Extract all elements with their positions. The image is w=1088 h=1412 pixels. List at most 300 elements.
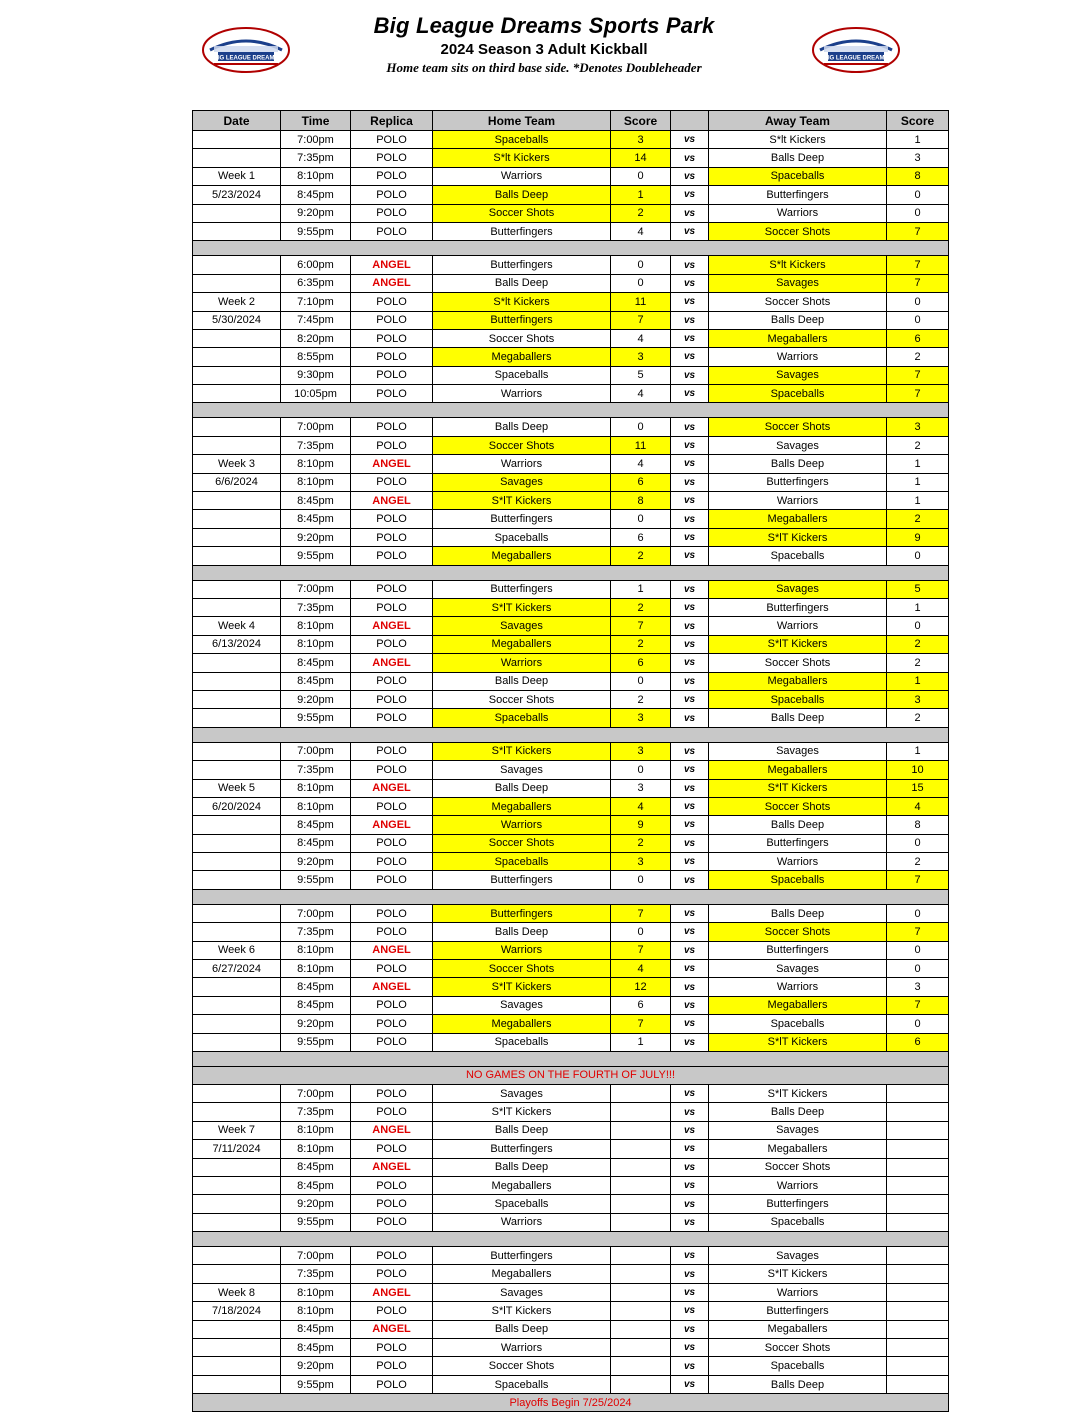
away-score: 0 bbox=[887, 617, 949, 635]
vs-label: vs bbox=[671, 672, 709, 690]
game-time: 7:00pm bbox=[281, 131, 351, 149]
vs-label: vs bbox=[671, 1265, 709, 1283]
vs-label: vs bbox=[671, 816, 709, 834]
column-header-away-team: Away Team bbox=[709, 111, 887, 131]
game-time: 9:20pm bbox=[281, 1357, 351, 1375]
game-time: 8:10pm bbox=[281, 455, 351, 473]
away-score bbox=[887, 1283, 949, 1301]
table-row bbox=[193, 167, 949, 185]
home-team: S*lT Kickers bbox=[433, 978, 611, 996]
away-team: Megaballers bbox=[709, 672, 887, 690]
vs-label: vs bbox=[671, 941, 709, 959]
home-score: 1 bbox=[611, 1033, 671, 1051]
away-score: 0 bbox=[887, 547, 949, 565]
table-row bbox=[193, 923, 949, 941]
away-score: 3 bbox=[887, 978, 949, 996]
table-row bbox=[193, 256, 949, 274]
week-label: Week 5 bbox=[193, 779, 281, 797]
away-team: S*lt Kickers bbox=[709, 256, 887, 274]
away-score: 1 bbox=[887, 492, 949, 510]
away-score: 8 bbox=[887, 167, 949, 185]
away-score bbox=[887, 1357, 949, 1375]
date-cell-empty bbox=[193, 654, 281, 672]
away-score: 0 bbox=[887, 834, 949, 852]
home-team: Savages bbox=[433, 1283, 611, 1301]
game-time: 10:05pm bbox=[281, 385, 351, 403]
away-score: 3 bbox=[887, 690, 949, 708]
table-row bbox=[193, 1195, 949, 1213]
home-score: 3 bbox=[611, 709, 671, 727]
date-cell-empty bbox=[193, 672, 281, 690]
home-score: 1 bbox=[611, 186, 671, 204]
table-row bbox=[193, 1375, 949, 1393]
date-cell-empty bbox=[193, 492, 281, 510]
vs-label: vs bbox=[671, 1176, 709, 1194]
away-team: Soccer Shots bbox=[709, 418, 887, 436]
away-score: 0 bbox=[887, 941, 949, 959]
date-cell-empty bbox=[193, 204, 281, 222]
replica-field: POLO bbox=[351, 1265, 433, 1283]
vs-label: vs bbox=[671, 547, 709, 565]
date-cell-empty bbox=[193, 256, 281, 274]
away-score: 7 bbox=[887, 274, 949, 292]
home-team: Warriors bbox=[433, 941, 611, 959]
table-row bbox=[193, 149, 949, 167]
playoffs-footer-row bbox=[193, 1394, 949, 1412]
game-time: 7:35pm bbox=[281, 761, 351, 779]
league-logo-left bbox=[202, 26, 290, 74]
away-team: Savages bbox=[709, 366, 887, 384]
game-time: 7:00pm bbox=[281, 1084, 351, 1102]
home-team: Soccer Shots bbox=[433, 960, 611, 978]
home-score: 14 bbox=[611, 149, 671, 167]
table-row bbox=[193, 996, 949, 1014]
date-cell-empty bbox=[193, 1195, 281, 1213]
vs-label: vs bbox=[671, 779, 709, 797]
date-cell-empty bbox=[193, 149, 281, 167]
date-cell-empty bbox=[193, 598, 281, 616]
replica-field: ANGEL bbox=[351, 274, 433, 292]
home-team: Butterfingers bbox=[433, 1247, 611, 1265]
game-time: 6:00pm bbox=[281, 256, 351, 274]
replica-field: POLO bbox=[351, 1084, 433, 1102]
game-time: 8:10pm bbox=[281, 635, 351, 653]
game-time: 9:20pm bbox=[281, 853, 351, 871]
game-time: 7:00pm bbox=[281, 580, 351, 598]
replica-field: POLO bbox=[351, 186, 433, 204]
vs-label: vs bbox=[671, 131, 709, 149]
vs-label: vs bbox=[671, 492, 709, 510]
away-score: 2 bbox=[887, 709, 949, 727]
home-score bbox=[611, 1213, 671, 1231]
home-team: S*lT Kickers bbox=[433, 598, 611, 616]
game-time: 8:45pm bbox=[281, 978, 351, 996]
page-header bbox=[0, 0, 1088, 92]
table-row bbox=[193, 1265, 949, 1283]
game-time: 7:10pm bbox=[281, 293, 351, 311]
home-score bbox=[611, 1375, 671, 1393]
game-time: 8:10pm bbox=[281, 617, 351, 635]
vs-label: vs bbox=[671, 528, 709, 546]
column-header-home-team: Home Team bbox=[433, 111, 611, 131]
home-score: 7 bbox=[611, 311, 671, 329]
home-team: Warriors bbox=[433, 654, 611, 672]
table-row bbox=[193, 853, 949, 871]
away-score: 6 bbox=[887, 329, 949, 347]
away-team: Savages bbox=[709, 1247, 887, 1265]
vs-label: vs bbox=[671, 1213, 709, 1231]
week-date: 6/20/2024 bbox=[193, 797, 281, 815]
vs-label: vs bbox=[671, 1140, 709, 1158]
game-time: 9:55pm bbox=[281, 1375, 351, 1393]
away-team: Balls Deep bbox=[709, 455, 887, 473]
holiday-note: NO GAMES ON THE FOURTH OF JULY!!! bbox=[193, 1066, 949, 1084]
game-time: 8:10pm bbox=[281, 473, 351, 491]
date-cell-empty bbox=[193, 742, 281, 760]
away-score: 0 bbox=[887, 204, 949, 222]
table-row bbox=[193, 274, 949, 292]
table-row bbox=[193, 761, 949, 779]
home-score: 4 bbox=[611, 222, 671, 240]
game-time: 7:00pm bbox=[281, 1247, 351, 1265]
away-team: Spaceballs bbox=[709, 167, 887, 185]
vs-label: vs bbox=[671, 580, 709, 598]
page-note: Home team sits on third base side. *Denotes Doubleheader bbox=[386, 60, 702, 76]
table-row bbox=[193, 941, 949, 959]
date-cell-empty bbox=[193, 131, 281, 149]
date-cell-empty bbox=[193, 904, 281, 922]
column-header-home-score: Score bbox=[611, 111, 671, 131]
week-date: 5/30/2024 bbox=[193, 311, 281, 329]
away-team: Soccer Shots bbox=[709, 1339, 887, 1357]
home-team: Megaballers bbox=[433, 1015, 611, 1033]
home-team: Butterfingers bbox=[433, 311, 611, 329]
home-team: Soccer Shots bbox=[433, 834, 611, 852]
table-row bbox=[193, 1121, 949, 1139]
home-team: Soccer Shots bbox=[433, 1357, 611, 1375]
game-time: 9:55pm bbox=[281, 1033, 351, 1051]
home-team: Balls Deep bbox=[433, 672, 611, 690]
home-team: Balls Deep bbox=[433, 274, 611, 292]
vs-label: vs bbox=[671, 904, 709, 922]
home-team: Megaballers bbox=[433, 1176, 611, 1194]
table-row bbox=[193, 709, 949, 727]
game-time: 6:35pm bbox=[281, 274, 351, 292]
away-team: Spaceballs bbox=[709, 547, 887, 565]
vs-label: vs bbox=[671, 923, 709, 941]
table-row bbox=[193, 528, 949, 546]
week-label: Week 8 bbox=[193, 1283, 281, 1301]
table-row bbox=[193, 816, 949, 834]
away-score: 6 bbox=[887, 1033, 949, 1051]
replica-field: POLO bbox=[351, 1247, 433, 1265]
game-time: 7:00pm bbox=[281, 418, 351, 436]
home-team: Spaceballs bbox=[433, 1033, 611, 1051]
home-score: 11 bbox=[611, 293, 671, 311]
game-time: 8:10pm bbox=[281, 1121, 351, 1139]
home-team: Butterfingers bbox=[433, 871, 611, 889]
game-time: 9:20pm bbox=[281, 204, 351, 222]
table-row bbox=[193, 1033, 949, 1051]
away-team: Spaceballs bbox=[709, 385, 887, 403]
table-row bbox=[193, 797, 949, 815]
date-cell-empty bbox=[193, 816, 281, 834]
replica-field: POLO bbox=[351, 131, 433, 149]
home-score: 2 bbox=[611, 690, 671, 708]
away-score: 0 bbox=[887, 311, 949, 329]
vs-label: vs bbox=[671, 978, 709, 996]
home-score: 1 bbox=[611, 580, 671, 598]
vs-label: vs bbox=[671, 329, 709, 347]
away-score: 10 bbox=[887, 761, 949, 779]
replica-field: ANGEL bbox=[351, 654, 433, 672]
table-row bbox=[193, 1213, 949, 1231]
game-time: 8:10pm bbox=[281, 1302, 351, 1320]
replica-field: POLO bbox=[351, 1357, 433, 1375]
home-team: S*lt Kickers bbox=[433, 293, 611, 311]
home-score bbox=[611, 1283, 671, 1301]
replica-field: POLO bbox=[351, 385, 433, 403]
away-team: Warriors bbox=[709, 617, 887, 635]
column-header-replica: Replica bbox=[351, 111, 433, 131]
vs-label: vs bbox=[671, 1033, 709, 1051]
week-spacer-cell bbox=[193, 1051, 949, 1066]
away-score bbox=[887, 1247, 949, 1265]
date-cell-empty bbox=[193, 418, 281, 436]
schedule-sheet bbox=[192, 110, 948, 1412]
date-cell-empty bbox=[193, 996, 281, 1014]
vs-label: vs bbox=[671, 1015, 709, 1033]
away-score bbox=[887, 1084, 949, 1102]
game-time: 8:10pm bbox=[281, 1283, 351, 1301]
home-team: Spaceballs bbox=[433, 1375, 611, 1393]
replica-field: POLO bbox=[351, 834, 433, 852]
vs-label: vs bbox=[671, 510, 709, 528]
away-score: 2 bbox=[887, 635, 949, 653]
replica-field: POLO bbox=[351, 904, 433, 922]
away-score: 7 bbox=[887, 256, 949, 274]
vs-label: vs bbox=[671, 222, 709, 240]
date-cell-empty bbox=[193, 1084, 281, 1102]
away-score bbox=[887, 1140, 949, 1158]
table-row bbox=[193, 1140, 949, 1158]
svg-text:BIG LEAGUE DREAMS: BIG LEAGUE DREAMS bbox=[213, 55, 279, 62]
week-spacer-cell bbox=[193, 241, 949, 256]
date-cell-empty bbox=[193, 1213, 281, 1231]
vs-label: vs bbox=[671, 1084, 709, 1102]
away-team: Soccer Shots bbox=[709, 654, 887, 672]
date-cell-empty bbox=[193, 690, 281, 708]
away-team: Savages bbox=[709, 274, 887, 292]
vs-label: vs bbox=[671, 797, 709, 815]
home-score bbox=[611, 1140, 671, 1158]
week-spacer-row bbox=[193, 565, 949, 580]
week-spacer-cell bbox=[193, 889, 949, 904]
svg-text:BIG LEAGUE DREAMS: BIG LEAGUE DREAMS bbox=[823, 55, 889, 62]
game-time: 8:45pm bbox=[281, 1320, 351, 1338]
replica-field: ANGEL bbox=[351, 1158, 433, 1176]
game-time: 7:00pm bbox=[281, 742, 351, 760]
home-score: 12 bbox=[611, 978, 671, 996]
table-row bbox=[193, 455, 949, 473]
vs-label: vs bbox=[671, 635, 709, 653]
away-team: Spaceballs bbox=[709, 1357, 887, 1375]
date-cell-empty bbox=[193, 348, 281, 366]
home-score: 5 bbox=[611, 366, 671, 384]
away-score: 3 bbox=[887, 149, 949, 167]
week-label: Week 3 bbox=[193, 455, 281, 473]
home-score: 6 bbox=[611, 473, 671, 491]
away-team: Butterfingers bbox=[709, 834, 887, 852]
date-cell-empty bbox=[193, 853, 281, 871]
replica-field: ANGEL bbox=[351, 941, 433, 959]
vs-label: vs bbox=[671, 1283, 709, 1301]
home-score: 7 bbox=[611, 941, 671, 959]
table-row bbox=[193, 580, 949, 598]
week-spacer-row bbox=[193, 403, 949, 418]
home-team: Butterfingers bbox=[433, 904, 611, 922]
away-score: 1 bbox=[887, 742, 949, 760]
away-score bbox=[887, 1176, 949, 1194]
table-row bbox=[193, 871, 949, 889]
replica-field: ANGEL bbox=[351, 779, 433, 797]
vs-label: vs bbox=[671, 834, 709, 852]
game-time: 9:20pm bbox=[281, 1195, 351, 1213]
date-cell-empty bbox=[193, 329, 281, 347]
table-body bbox=[193, 131, 949, 1412]
replica-field: ANGEL bbox=[351, 1320, 433, 1338]
date-cell-empty bbox=[193, 510, 281, 528]
game-time: 9:55pm bbox=[281, 222, 351, 240]
replica-field: POLO bbox=[351, 690, 433, 708]
vs-label: vs bbox=[671, 853, 709, 871]
game-time: 8:45pm bbox=[281, 1176, 351, 1194]
away-score bbox=[887, 1302, 949, 1320]
game-time: 8:10pm bbox=[281, 797, 351, 815]
replica-field: POLO bbox=[351, 761, 433, 779]
home-team: Megaballers bbox=[433, 348, 611, 366]
away-team: Soccer Shots bbox=[709, 923, 887, 941]
table-row bbox=[193, 1176, 949, 1194]
week-spacer-cell bbox=[193, 403, 949, 418]
home-score: 0 bbox=[611, 761, 671, 779]
table-row bbox=[193, 418, 949, 436]
vs-label: vs bbox=[671, 996, 709, 1014]
table-row bbox=[193, 492, 949, 510]
away-score: 7 bbox=[887, 385, 949, 403]
away-score: 2 bbox=[887, 853, 949, 871]
week-label: Week 2 bbox=[193, 293, 281, 311]
home-team: Butterfingers bbox=[433, 1140, 611, 1158]
game-time: 8:10pm bbox=[281, 960, 351, 978]
table-row bbox=[193, 1320, 949, 1338]
home-score: 0 bbox=[611, 510, 671, 528]
table-row bbox=[193, 960, 949, 978]
home-team: Warriors bbox=[433, 385, 611, 403]
replica-field: POLO bbox=[351, 167, 433, 185]
game-time: 8:45pm bbox=[281, 672, 351, 690]
page-title: Big League Dreams Sports Park bbox=[373, 13, 715, 38]
vs-label: vs bbox=[671, 473, 709, 491]
table-row bbox=[193, 598, 949, 616]
vs-label: vs bbox=[671, 761, 709, 779]
week-spacer-row bbox=[193, 1051, 949, 1066]
vs-label: vs bbox=[671, 418, 709, 436]
game-time: 8:45pm bbox=[281, 1339, 351, 1357]
home-team: Megaballers bbox=[433, 1265, 611, 1283]
home-score bbox=[611, 1103, 671, 1121]
away-team: S*lT Kickers bbox=[709, 1033, 887, 1051]
table-row bbox=[193, 1084, 949, 1102]
week-label: Week 1 bbox=[193, 167, 281, 185]
home-team: Warriors bbox=[433, 816, 611, 834]
replica-field: POLO bbox=[351, 1140, 433, 1158]
home-score: 4 bbox=[611, 960, 671, 978]
replica-field: POLO bbox=[351, 960, 433, 978]
away-score: 0 bbox=[887, 960, 949, 978]
replica-field: POLO bbox=[351, 635, 433, 653]
home-team: Butterfingers bbox=[433, 580, 611, 598]
column-header-vs bbox=[671, 111, 709, 131]
home-score: 4 bbox=[611, 455, 671, 473]
game-time: 8:20pm bbox=[281, 329, 351, 347]
table-row bbox=[193, 131, 949, 149]
replica-field: ANGEL bbox=[351, 256, 433, 274]
home-score: 2 bbox=[611, 598, 671, 616]
away-team: Soccer Shots bbox=[709, 222, 887, 240]
home-score: 7 bbox=[611, 617, 671, 635]
home-team: Balls Deep bbox=[433, 186, 611, 204]
game-time: 8:45pm bbox=[281, 996, 351, 1014]
table-row bbox=[193, 617, 949, 635]
home-score: 6 bbox=[611, 654, 671, 672]
away-score: 2 bbox=[887, 510, 949, 528]
page-subtitle: 2024 Season 3 Adult Kickball bbox=[440, 40, 648, 58]
date-cell-empty bbox=[193, 761, 281, 779]
replica-field: POLO bbox=[351, 1375, 433, 1393]
home-team: Warriors bbox=[433, 1339, 611, 1357]
away-score: 3 bbox=[887, 418, 949, 436]
home-team: Warriors bbox=[433, 1213, 611, 1231]
replica-field: POLO bbox=[351, 797, 433, 815]
vs-label: vs bbox=[671, 1339, 709, 1357]
game-time: 8:55pm bbox=[281, 348, 351, 366]
game-time: 9:55pm bbox=[281, 1213, 351, 1231]
date-cell-empty bbox=[193, 1339, 281, 1357]
game-time: 9:20pm bbox=[281, 690, 351, 708]
vs-label: vs bbox=[671, 455, 709, 473]
table-row bbox=[193, 1357, 949, 1375]
away-team: S*lT Kickers bbox=[709, 1084, 887, 1102]
away-team: Spaceballs bbox=[709, 1015, 887, 1033]
home-team: Megaballers bbox=[433, 797, 611, 815]
table-row bbox=[193, 1247, 949, 1265]
home-team: Savages bbox=[433, 473, 611, 491]
date-cell-empty bbox=[193, 709, 281, 727]
home-score: 0 bbox=[611, 923, 671, 941]
home-team: Megaballers bbox=[433, 635, 611, 653]
home-score: 3 bbox=[611, 742, 671, 760]
replica-field: POLO bbox=[351, 1213, 433, 1231]
week-spacer-row bbox=[193, 727, 949, 742]
away-team: Savages bbox=[709, 960, 887, 978]
week-label: Week 7 bbox=[193, 1121, 281, 1139]
away-score bbox=[887, 1375, 949, 1393]
replica-field: POLO bbox=[351, 222, 433, 240]
home-score: 7 bbox=[611, 904, 671, 922]
home-score bbox=[611, 1121, 671, 1139]
replica-field: POLO bbox=[351, 311, 433, 329]
